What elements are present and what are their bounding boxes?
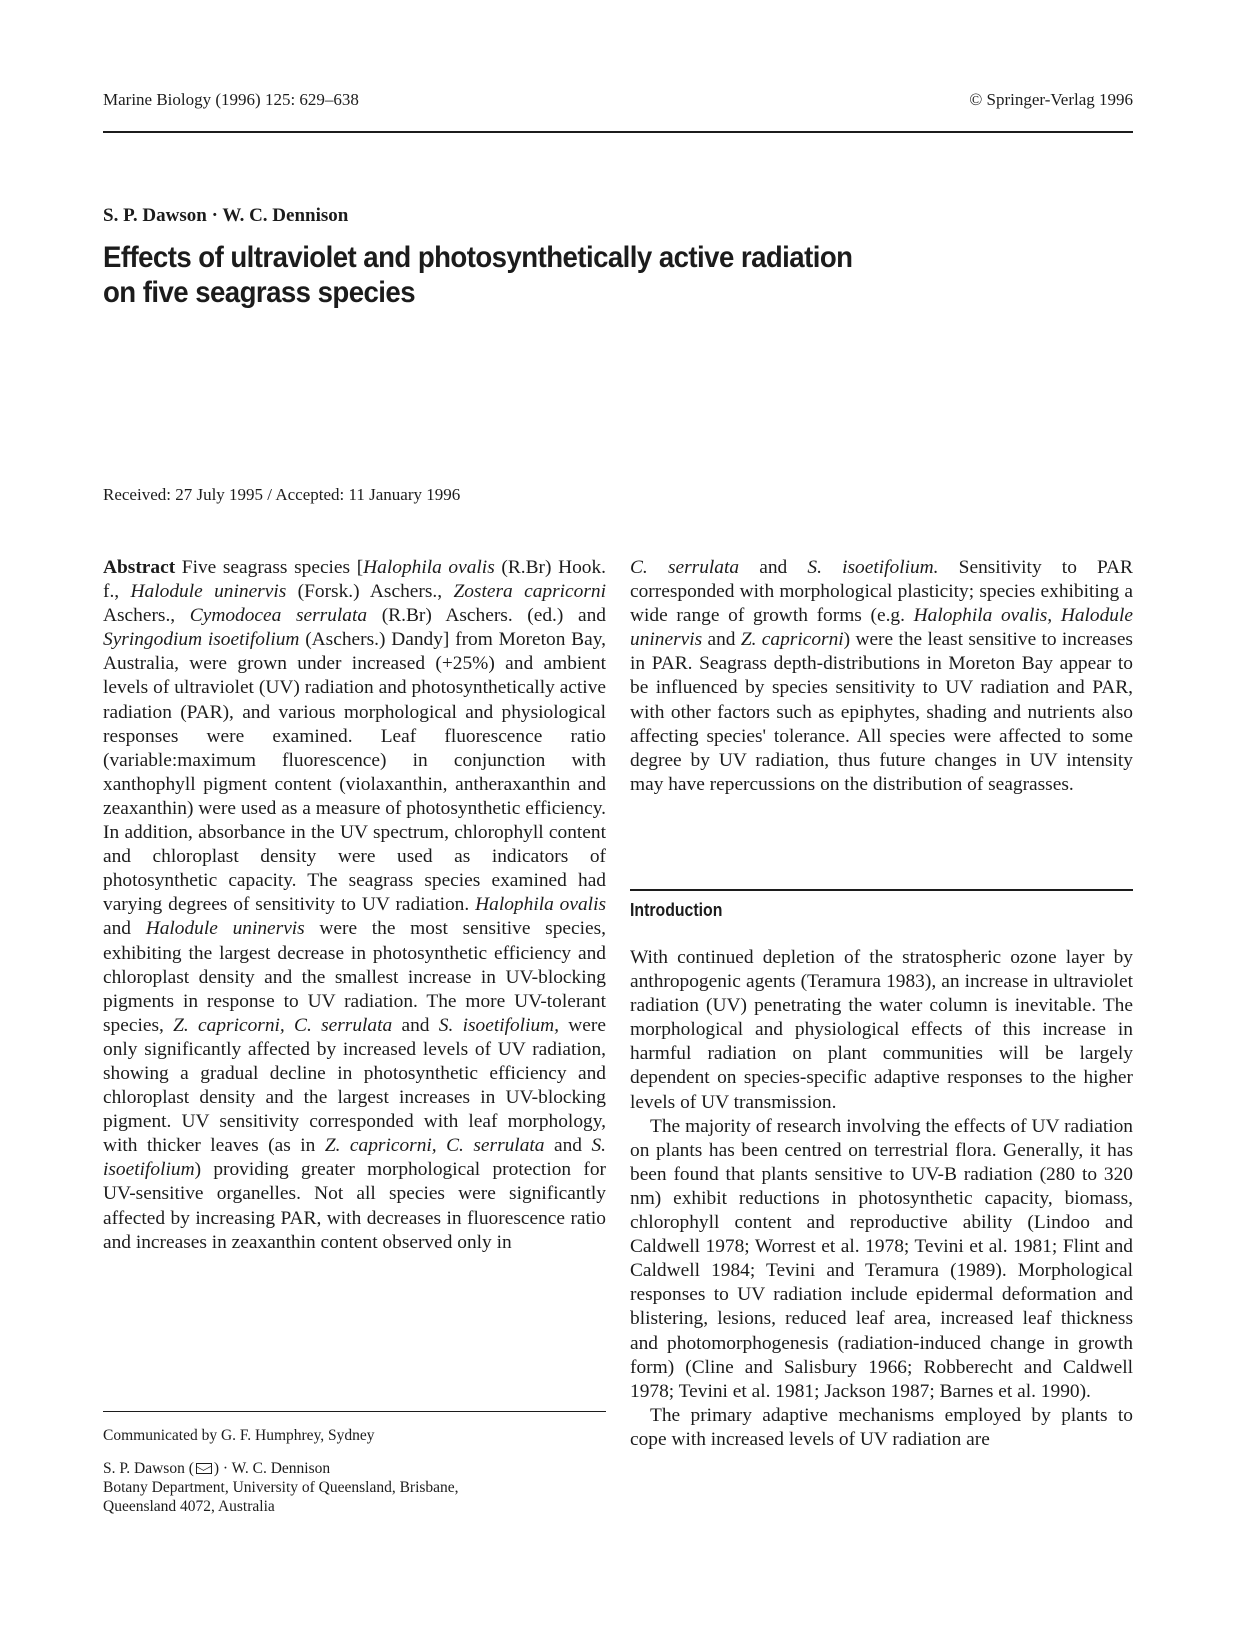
footnotes (103, 1426, 606, 1516)
abstract-segment: Syringodium isoetifolium (103, 629, 300, 651)
abstract-segment: and (103, 918, 146, 940)
abstract-segment: Halophila ovalis (475, 894, 607, 916)
abstract-segment: (R.Br) Aschers. (ed.) and (367, 605, 606, 627)
author-2: ) · W. C. Dennison (213, 1460, 331, 1477)
section-rule (630, 889, 1133, 891)
abstract-segment: Z. capricorni, C. serrulata (173, 1014, 393, 1036)
abstract-right-column (630, 556, 1133, 797)
affiliation-line-1: Botany Department, University of Queensland, Brisbane, (103, 1479, 459, 1496)
header-rule (103, 131, 1133, 133)
abstract-segment: (Forsk.) Aschers., (286, 581, 454, 603)
abstract-segment: C. serrulata (630, 557, 740, 578)
abstract-segment: (R.Br) Hook. f., (103, 557, 606, 603)
copyright-notice: © Springer-Verlag 1996 (969, 90, 1133, 109)
intro-paragraph-1: With continued depletion of the stratospheric ozone layer by anthropogenic agents (Teramura 1983), an increase in ultraviolet radiation (UV) penetrating the water column is inevitable. The morphological and physiological effects of this increase in harmful radiation on plant communities will be largely dependent on species-specific adaptive responses to the higher levels of UV transmission. (630, 947, 1133, 1113)
abstract-segment: Halophila ovalis, Halodule uninervis (630, 605, 1134, 651)
abstract-segment: and (544, 1135, 592, 1157)
abstract-segment: S. isoetifolium, (438, 1014, 560, 1036)
introduction-heading: Introduction (630, 900, 723, 920)
abstract-segment: were the most sensitive species, exhibiting the largest decrease in photosynthetic efficiency and chloroplast density and the smallest increase in UV-blocking pigments in response to UV radiation. The more UV-tolerant species, (103, 918, 606, 1036)
abstract-segment: Halodule uninervis (145, 918, 305, 940)
abstract-segment: Halophila ovalis (363, 557, 495, 578)
abstract-segment: Sensitivity to PAR corresponded with morphological plasticity; species exhibiting a wide range of growth forms (e.g. (630, 557, 1133, 627)
abstract-segment: ) were the least sensitive to increases in PAR. Seagrass depth-distributions in Moreton Bay appear to be influenced by species sensitivity to UV radiation and PAR, with other factors such as epiphytes, shading and nutrients also affecting species' tolerance. All species were affected to some degree by UV radiation, thus future changes in UV intensity may have repercussions on the distribution of seagrasses. (630, 629, 1133, 795)
abstract-text-right (630, 557, 1133, 795)
envelope-icon (196, 1463, 212, 1474)
abstract-segment: Halodule uninervis (130, 581, 287, 603)
affiliation-line-2: Queensland 4072, Australia (103, 1498, 275, 1515)
running-header (103, 90, 1133, 114)
abstract-paragraph (103, 556, 606, 1255)
abstract-segment: Five seagrass species [ (175, 557, 364, 578)
abstract-segment: (Aschers.) Dandy] from Moreton Bay, Australia, were grown under increased (+25%) and ambient levels of ultraviolet (UV) radiation and photosynthetically active radiation (PAR), and various morphological and physiological responses were examined. Leaf fluorescence ratio (variable:maximum fluorescence) in conjunction with xanthophyll pigment content (violaxanthin, antheraxanthin and zeaxanthin) were used as a measure of photosynthetic efficiency. In addition, absorbance in the UV spectrum, chlorophyll content and chloroplast density were used as indicators of photosynthetic capacity. The seagrass species examined had varying degrees of sensitivity to UV radiation. (103, 629, 606, 916)
footnote-rule (103, 1411, 606, 1412)
author-line: S. P. Dawson · W. C. Dennison (103, 205, 349, 226)
abstract-left-column (103, 556, 606, 1255)
intro-paragraph-3: The primary adaptive mechanisms employed by plants to cope with increased levels of UV radiation are (630, 1404, 1133, 1450)
abstract-segment: Aschers., (103, 605, 190, 627)
corresponding-authors (103, 1459, 606, 1478)
abstract-segment: Zostera capricorni (453, 581, 606, 603)
abstract-segment: Z. capricorni (740, 629, 844, 651)
abstract-text-left (103, 557, 606, 1253)
received-dates: Received: 27 July 1995 / Accepted: 11 January 1996 (103, 485, 461, 504)
abstract-segment: were only significantly affected by increased levels of UV radiation, showing a gradual decline in photosynthetic efficiency and chloroplast density and the largest increases in UV-blocking pigment. UV sensitivity corresponded with leaf morphology, with thicker leaves (as in (103, 1014, 606, 1157)
abstract-segment: S. isoetifolium (103, 1135, 606, 1181)
title-line-1: Effects of ultraviolet and photosynthetically active radiation (103, 241, 853, 274)
author-1: S. P. Dawson ( (103, 1460, 194, 1477)
abstract-segment: Cymodocea serrulata (189, 605, 368, 627)
abstract-segment: ) providing greater morphological protection for UV-sensitive organelles. Not all species were significantly affected by increasing PAR, with decreases in fluorescence ratio and increases in zeaxanthin content observed only in (103, 1159, 606, 1253)
intro-paragraph-2: The majority of research involving the effects of UV radiation on plants has been centred on terrestrial flora. Generally, it has been found that plants sensitive to UV-B radiation (280 to 320 nm) exhibit reductions in photosynthetic capacity, biomass, chlorophyll content and reproductive ability (Lindoo and Caldwell 1978; Worrest et al. 1978; Tevini et al. 1981; Flint and Caldwell 1984; Tevini and Teramura (1989). Morphological responses to UV radiation include epidermal deformation and blistering, lesions, reduced leaf area, increased leaf thickness and photomorphogenesis (radiation-induced change in growth form) (Cline and Salisbury 1966; Robberecht and Caldwell 1978; Tevini et al. 1981; Jackson 1987; Barnes et al. 1990). (630, 1115, 1133, 1402)
introduction-body (630, 946, 1133, 1452)
abstract-segment: Z. capricorni, C. serrulata (324, 1135, 545, 1157)
abstract-segment: and (739, 557, 808, 578)
abstract-label: Abstract (103, 557, 176, 578)
abstract-segment: S. isoetifolium. (807, 557, 939, 578)
abstract-paragraph-continued (630, 556, 1133, 797)
journal-citation: Marine Biology (1996) 125: 629–638 (103, 90, 359, 109)
communicated-by: Communicated by G. F. Humphrey, Sydney (103, 1427, 375, 1444)
abstract-segment: and (392, 1014, 439, 1036)
title-line-2: on five seagrass species (103, 276, 416, 309)
paper-title (103, 240, 931, 310)
abstract-segment: and (702, 629, 741, 651)
